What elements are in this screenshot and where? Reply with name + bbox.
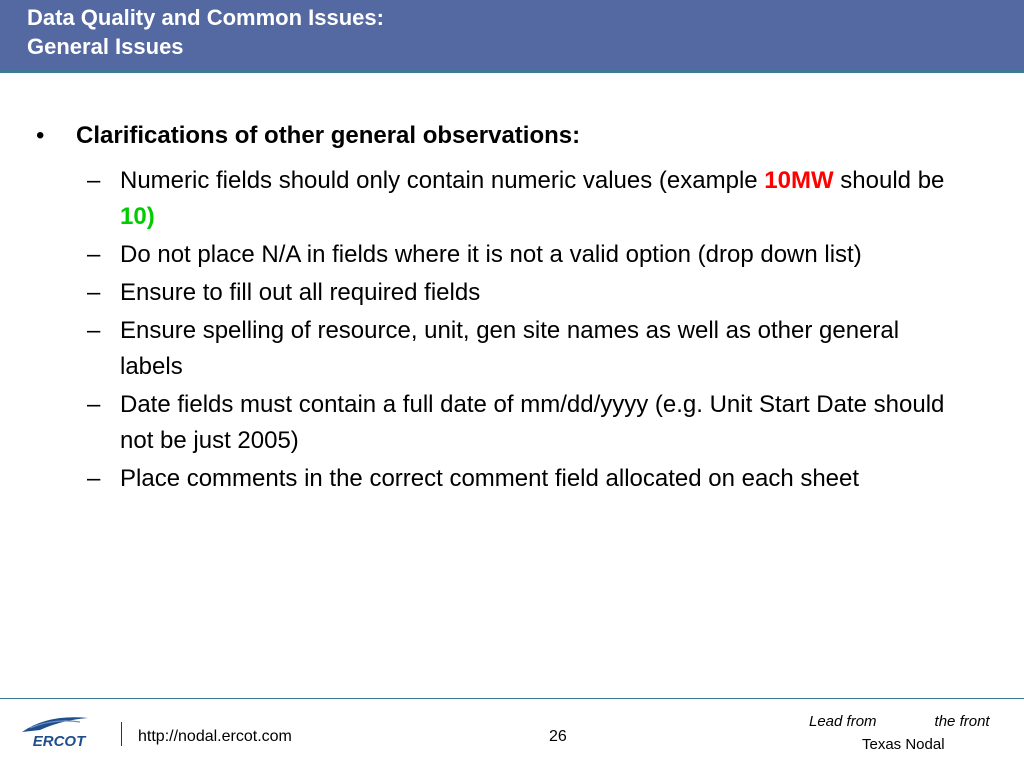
dash-marker: – <box>87 279 101 306</box>
logo-text: ERCOT <box>32 733 86 750</box>
sub-bullet-text: Ensure spelling of resource, unit, gen site names as well as other general labels <box>120 317 900 380</box>
sub-bullet-list <box>87 163 967 499</box>
sub-bullet-item <box>87 163 967 235</box>
dash-marker: – <box>87 465 101 492</box>
footer-separator <box>121 722 122 746</box>
dash-marker: – <box>87 391 101 418</box>
sub-bullet-text: Date fields must contain a full date of mm/dd/yyyy (e.g. Unit Start Date should not be just 2005) <box>120 391 945 454</box>
footer-tagline <box>809 713 990 730</box>
sub-bullet-text: Do not place N/A in fields where it is not a valid option (drop down list) <box>120 241 862 268</box>
slide-title <box>27 3 384 61</box>
dash-marker: – <box>87 167 101 194</box>
sub-bullet-item <box>87 313 967 385</box>
sub-bullet-text: should be <box>833 167 945 194</box>
footer-subtag: Texas Nodal <box>862 736 945 753</box>
page-number: 26 <box>549 728 567 745</box>
sub-bullet-item <box>87 275 967 311</box>
sub-bullet-item <box>87 461 967 497</box>
tagline-part2: the front <box>934 713 990 730</box>
title-bar <box>0 0 1024 73</box>
dash-marker: – <box>87 241 101 268</box>
sub-bullet-item <box>87 387 967 459</box>
footer-divider <box>0 698 1024 699</box>
sub-bullet-text: Ensure to fill out all required fields <box>120 279 481 306</box>
dash-marker: – <box>87 317 101 344</box>
sub-bullet-item <box>87 237 967 273</box>
ercot-logo <box>18 712 100 752</box>
main-bullet-text: Clarifications of other general observations: <box>76 122 581 149</box>
sub-bullet-text: Numeric fields should only contain numeric values (example <box>120 167 765 194</box>
bullet-dot: • <box>36 122 45 149</box>
logo-swoosh <box>22 717 88 732</box>
slide-title-line1: Data Quality and Common Issues: <box>27 5 384 30</box>
highlight-green-value: 10) <box>120 203 155 230</box>
tagline-part1: Lead from <box>809 713 877 730</box>
footer-url[interactable]: http://nodal.ercot.com <box>138 728 292 745</box>
slide-title-line2: General Issues <box>27 34 184 59</box>
sub-bullet-text: Place comments in the correct comment field allocated on each sheet <box>120 465 860 492</box>
highlight-red-value: 10MW <box>764 167 834 194</box>
